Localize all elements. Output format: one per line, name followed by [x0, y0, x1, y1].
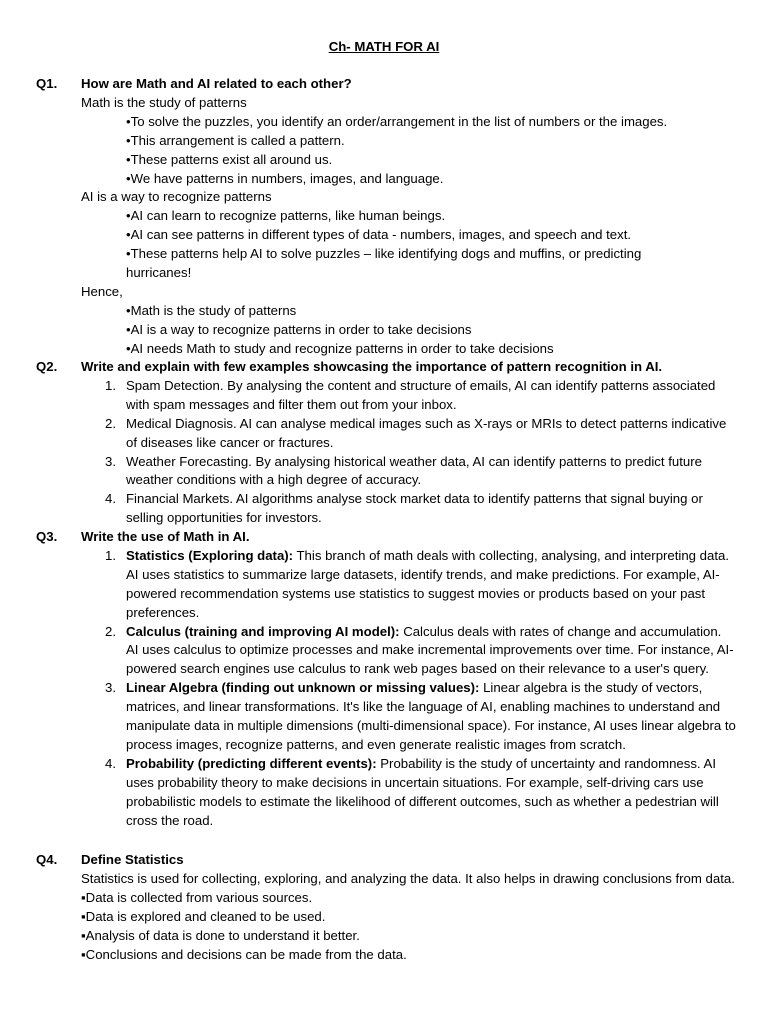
bullet-item: •We have patterns in numbers, images, and language.: [126, 170, 444, 186]
bullet-item: •AI can see patterns in different types of data - numbers, images, and speech and text.: [126, 227, 632, 243]
paragraph: Hence,: [81, 283, 123, 299]
list-item: [81, 623, 736, 680]
numbered-list: [81, 377, 736, 528]
list-heading: Linear Algebra (finding out unknown or missing values):: [126, 680, 480, 696]
list-text: Weather Forecasting. By analysing historical weather data, AI can identify patterns to predict future weather conditions with a high degree of accuracy.: [126, 453, 702, 488]
list-number: 2.: [105, 623, 116, 639]
chapter-title: Ch- MATH FOR AI: [328, 39, 440, 54]
question-body: [81, 851, 736, 964]
question-body: [81, 358, 736, 528]
list-text: This branch of math deals with collecting, analysing, and interpreting data. AI uses statistics to summarize large datasets, identify trends, and make predictions. For example, AI-powered recommendation systems use statistics to suggest movies or products based on your past preferences.: [126, 547, 730, 620]
bullet-item: •To solve the puzzles, you identify an order/arrangement in the list of numbers or the images.: [126, 113, 668, 129]
bullet-item: ▪Data is explored and cleaned to be used.: [81, 908, 326, 924]
list-item: [81, 490, 736, 528]
question-body: [81, 75, 736, 359]
list-number: 3.: [105, 680, 116, 696]
bullet-item: •These patterns help AI to solve puzzles – like identifying dogs and muffins, or predicting hurricanes!: [126, 246, 642, 281]
list-text: Probability is the study of uncertainty and randomness. AI uses probability theory to make decisions in uncertain situations. For example, self-driving cars use probabilistic models to estimate the likelihood of different outcomes, such as whether a pedestrian will cross the road.: [126, 755, 719, 828]
bullet-item: •This arrangement is called a pattern.: [126, 132, 345, 148]
question-number: Q1.: [36, 76, 58, 91]
bullet-item: ▪Analysis of data is done to understand it better.: [81, 927, 360, 943]
list-number: 4.: [105, 755, 116, 771]
question-title: Write the use of Math in AI.: [81, 529, 250, 544]
list-number: 3.: [105, 453, 116, 469]
paragraph: AI is a way to recognize patterns: [81, 189, 272, 205]
list-item: [81, 679, 736, 755]
numbered-list: [81, 547, 736, 831]
paragraph: Statistics is used for collecting, exploring, and analyzing the data. It also helps in drawing conclusions from data.: [81, 870, 735, 886]
list-heading: Statistics (Exploring data):: [126, 547, 294, 563]
list-item: [81, 415, 736, 453]
list-item: [81, 377, 736, 415]
question-number: Q4.: [36, 852, 58, 867]
list-text: Medical Diagnosis. AI can analyse medical images such as X-rays or MRIs to detect patterns indicative of diseases like cancer or fractures.: [126, 415, 727, 450]
list-number: 1.: [105, 377, 116, 393]
list-item: [81, 547, 736, 623]
bullet-item: •AI is a way to recognize patterns in order to take decisions: [126, 321, 472, 337]
question-title: How are Math and AI related to each other?: [81, 76, 352, 91]
list-text: Linear algebra is the study of vectors, matrices, and linear transformations. It's like the language of AI, enabling machines to understand and manipulate data in multiple dimensions (multi-dimensional space). For instance, AI uses linear algebra to process images, recognize patterns, and even generate realistic images from scratch.: [126, 680, 736, 752]
question-title: Write and explain with few examples showcasing the importance of pattern recognition in AI.: [81, 359, 663, 374]
paragraph: Math is the study of patterns: [81, 94, 247, 110]
list-heading: Calculus (training and improving AI model):: [126, 623, 400, 639]
bullet-item: •Math is the study of patterns: [126, 302, 297, 318]
question-title: Define Statistics: [81, 852, 184, 867]
list-heading: Probability (predicting different events):: [126, 755, 377, 771]
list-text: Spam Detection. By analysing the content and structure of emails, AI can identify patterns associated with spam messages and filter them out from your inbox.: [126, 377, 716, 412]
question-number: Q2.: [36, 359, 58, 374]
question-body: [81, 528, 736, 831]
list-item: [81, 755, 736, 831]
bullet-item: •These patterns exist all around us.: [126, 151, 333, 167]
list-number: 4.: [105, 491, 116, 507]
bullet-item: ▪Data is collected from various sources.: [81, 889, 313, 905]
list-number: 1.: [105, 547, 116, 563]
list-text: Calculus deals with rates of change and accumulation. AI uses calculus to optimize processes and make incremental improvements over time. For instance, AI-powered search engines use calculus to rank web pages based on their relevance to a user's query.: [126, 623, 734, 677]
bullet-item: ▪Conclusions and decisions can be made from the data.: [81, 946, 407, 962]
list-item: [81, 453, 736, 491]
list-text: Financial Markets. AI algorithms analyse stock market data to identify patterns that signal buying or selling opportunities for investors.: [126, 491, 703, 526]
question-number: Q3.: [36, 529, 58, 544]
list-number: 2.: [105, 415, 116, 431]
bullet-item: •AI can learn to recognize patterns, like human beings.: [126, 208, 446, 224]
bullet-item: •AI needs Math to study and recognize patterns in order to take decisions: [126, 340, 554, 356]
